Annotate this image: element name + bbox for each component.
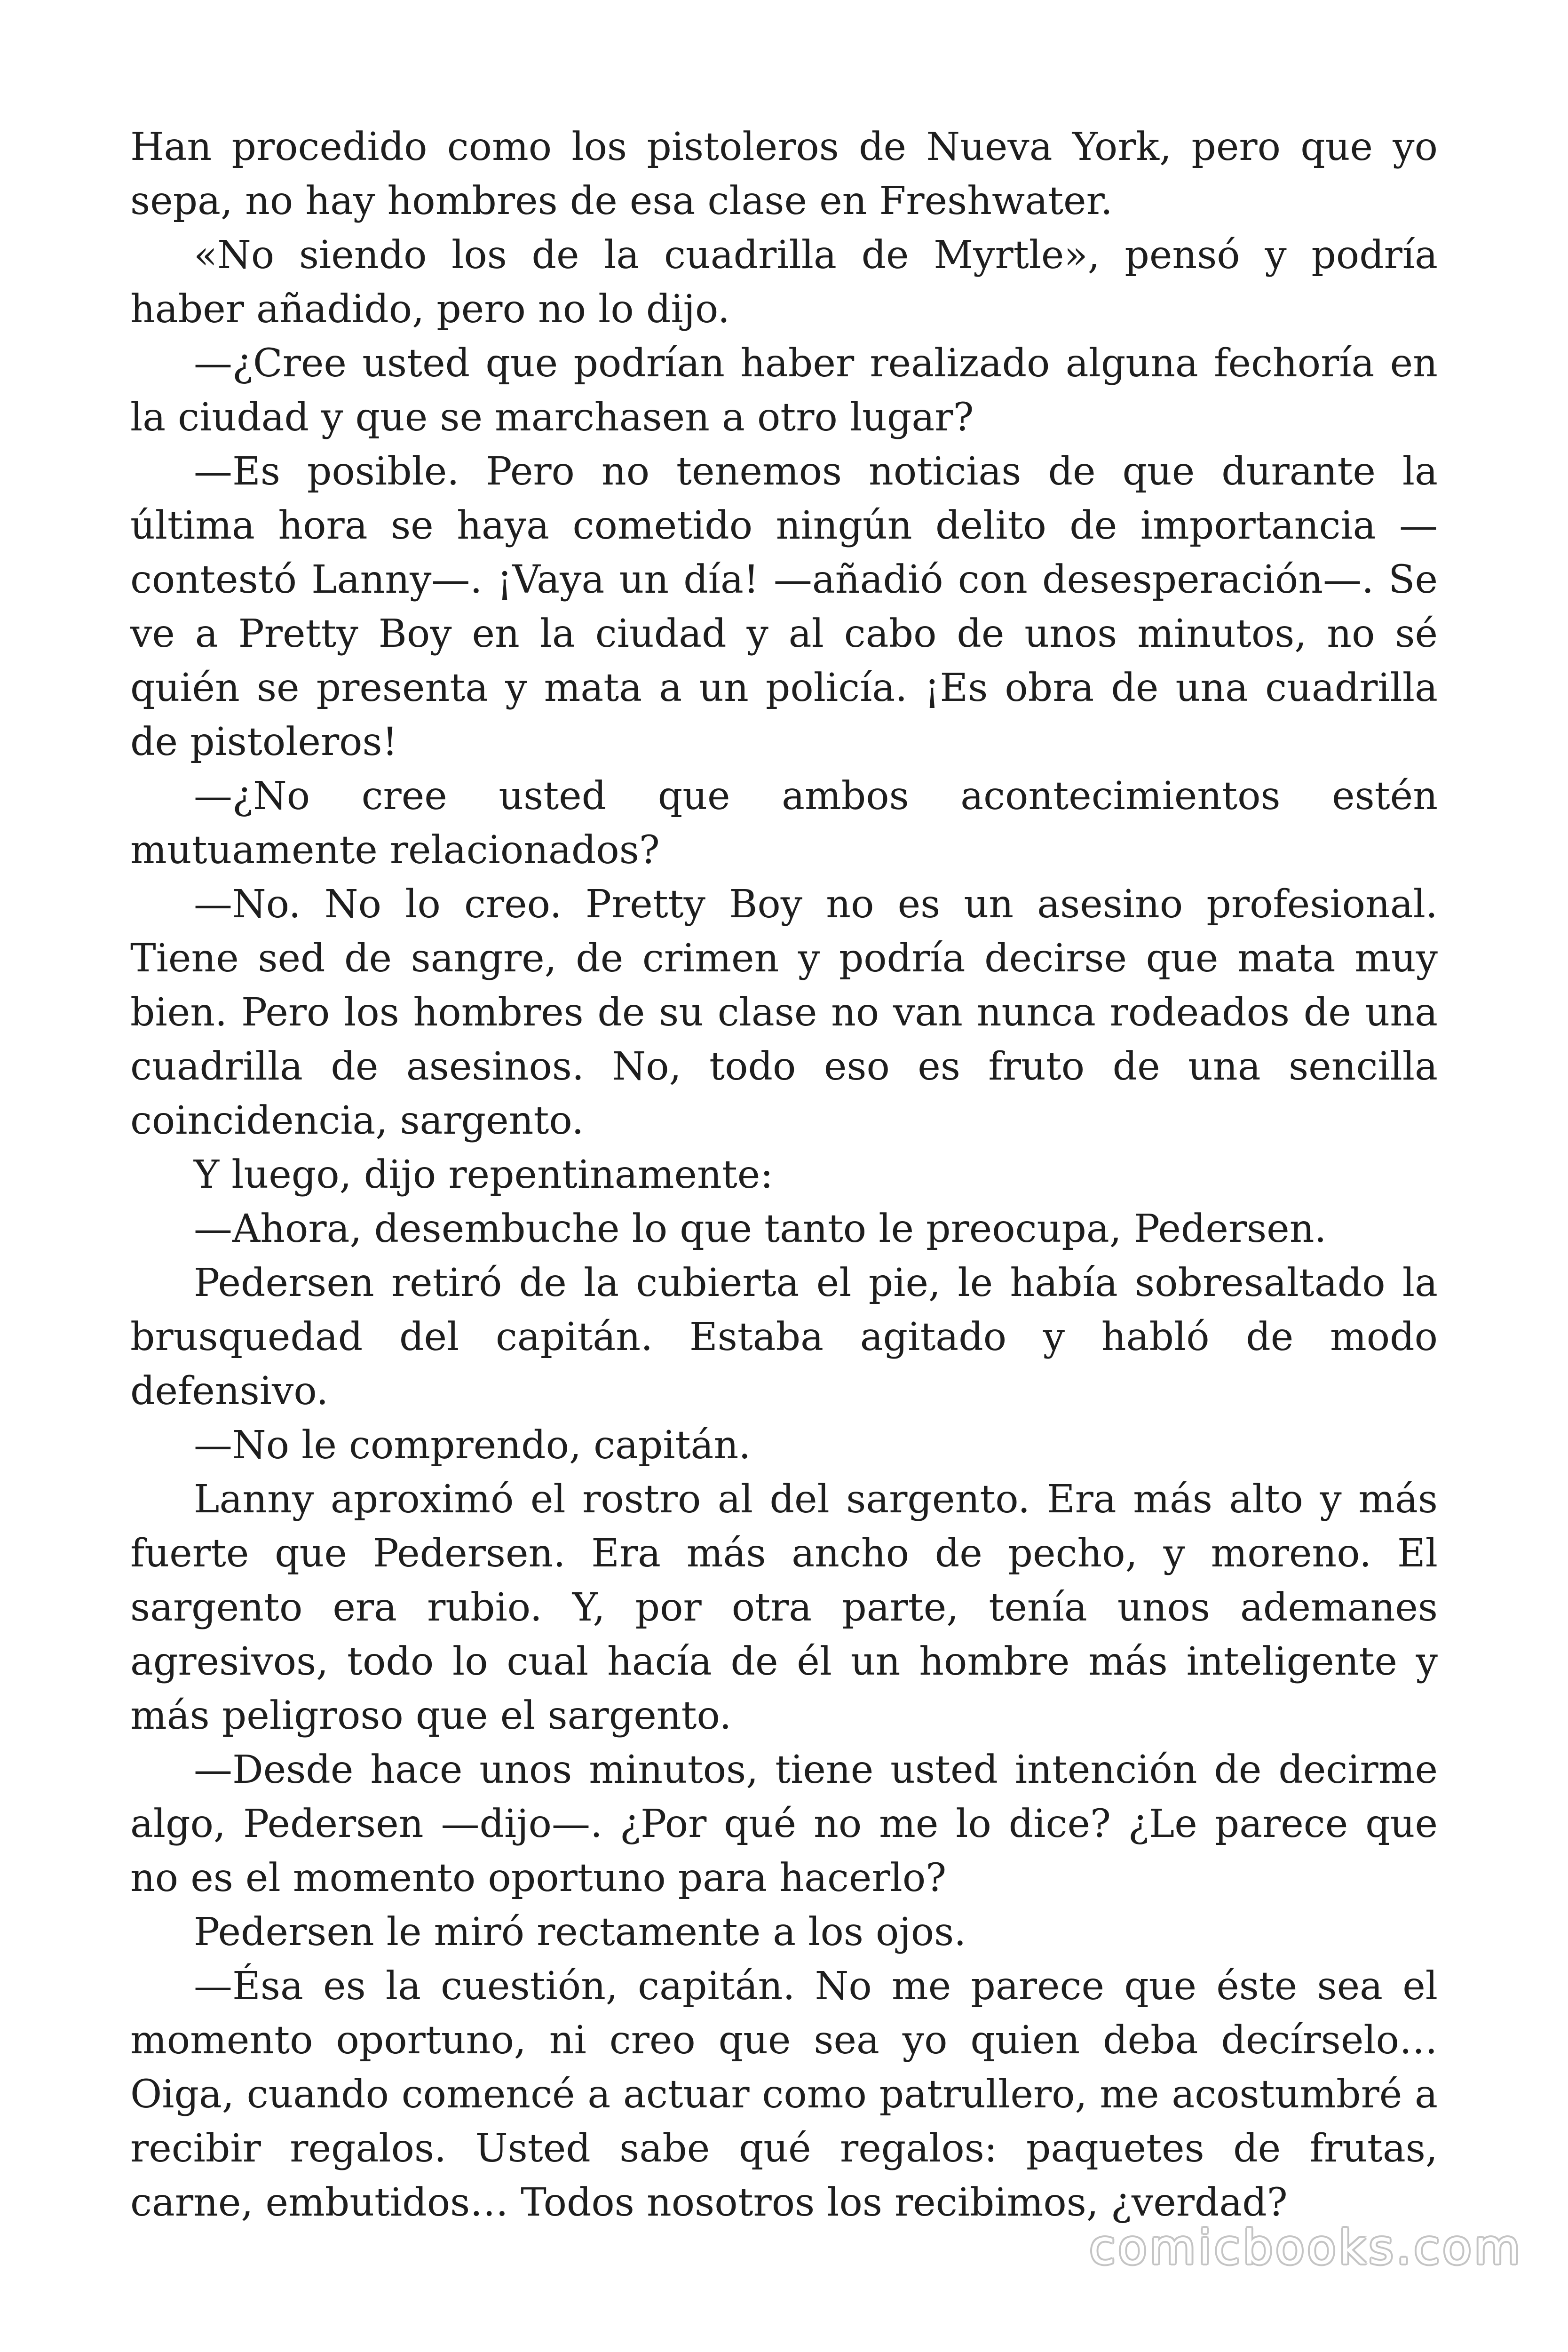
paragraph: —¿No cree usted que ambos acontecimientos estén mutuamente relacionados? [130,774,1438,873]
paragraph: Lanny aproximó el rostro al del sargento. Era más alto y más fuerte que Pedersen. Era más ancho de pecho, y moreno. El sargento era rubio. Y, por otra parte, tenía unos ademanes agresivos, todo lo cual hacía de él un hombre más inteligente y más peligroso que el sargento. [130,1477,1438,1738]
paragraph: —No. No lo creo. Pretty Boy no es un asesino profesional. Tiene sed de sangre, de crimen y podría decirse que mata muy bien. Pero los hombres de su clase no van nunca rodeados de una cuadrilla de asesinos. No, todo eso es fruto de una sencilla coincidencia, sargento. [130,882,1438,1143]
paragraph: —Es posible. Pero no tenemos noticias de que durante la última hora se haya cometido ningún delito de importancia —contestó Lanny—. ¡Vaya un día! —añadió con desesperación—. Se ve a Pretty Boy en la ciudad y al cabo de unos minutos, no sé quién se presenta y mata a un policía. ¡Es obra de una cuadrilla de pistoleros! [130,449,1438,764]
paragraph: Pedersen le miró rectamente a los ojos. [194,1910,966,1955]
paragraph: «No siendo los de la cuadrilla de Myrtle», pensó y podría haber añadido, pero no lo dijo. [130,233,1438,332]
paragraph: —¿Cree usted que podrían haber realizado alguna fechoría en la ciudad y que se marchasen a otro lugar? [130,341,1438,440]
watermark: comicbooks.com [1089,2220,1523,2275]
paragraph: —Ésa es la cuestión, capitán. No me parece que éste sea el momento oportuno, ni creo que sea yo quien deba decírselo… Oiga, cuando comencé a actuar como patrullero, me acostumbré a recibir regalos. Usted sabe qué regalos: paquetes de frutas, carne, embutidos… Todos nosotros los recibimos, ¿verdad? [130,1964,1438,2225]
paragraph: Pedersen retiró de la cubierta el pie, le había sobresaltado la brusquedad del capitán. Estaba agitado y habló de modo defensivo. [130,1261,1438,1414]
paragraph: Y luego, dijo repentinamente: [194,1152,773,1197]
paragraph: —Desde hace unos minutos, tiene usted intención de decirme algo, Pedersen —dijo—. ¿Por qué no me lo dice? ¿Le parece que no es el momento oportuno para hacerlo? [130,1748,1438,1900]
paragraph: —Ahora, desembuche lo que tanto le preocupa, Pedersen. [194,1207,1327,1251]
page-body [130,120,1438,2230]
paragraph: —No le comprendo, capitán. [194,1423,751,1468]
paragraph: Han procedido como los pistoleros de Nueva York, pero que yo sepa, no hay hombres de esa clase en Freshwater. [130,125,1438,223]
